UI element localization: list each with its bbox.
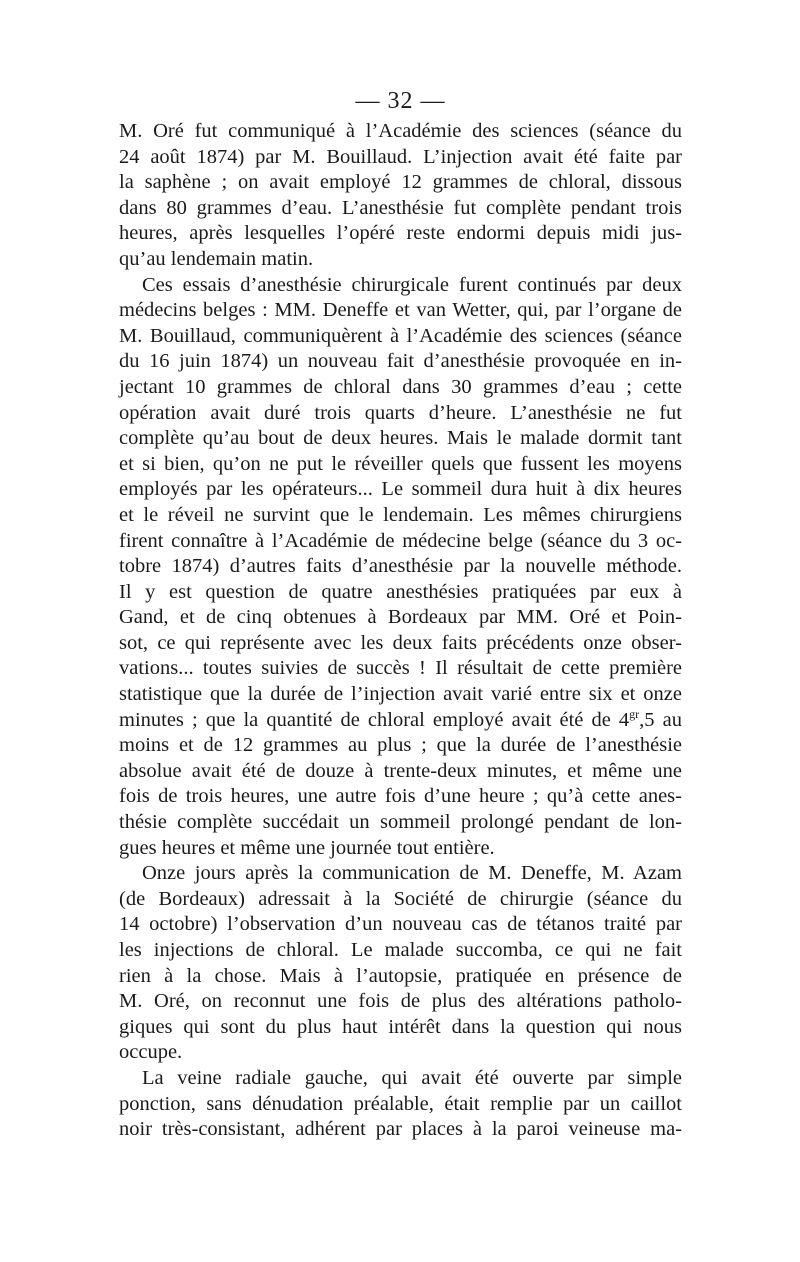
text-line: jectant 10 grammes de chloral dans 30 grammes d’eau ; cette xyxy=(119,375,682,398)
text-line: La veine radiale gauche, qui avait été ouverte par simple xyxy=(142,1066,682,1089)
text-line: absolue avait été de douze à trente-deux minutes, et même une xyxy=(119,759,682,782)
text-body xyxy=(119,119,682,1143)
text-line: rien à la chose. Mais à l’autopsie, pratiquée en présence de xyxy=(119,964,682,987)
text-line: heures, après lesquelles l’opéré reste endormi depuis midi jus- xyxy=(119,222,682,245)
paragraph xyxy=(119,861,682,1066)
text-line: fois de trois heures, une autre fois d’une heure ; qu’à cette anes- xyxy=(119,785,682,808)
text-line: Onze jours après la communication de M. Deneffe, M. Azam xyxy=(142,862,682,885)
text-line: la saphène ; on avait employé 12 grammes de chloral, dissous xyxy=(119,171,682,194)
text-line: du 16 juin 1874) un nouveau fait d’anesthésie provoquée en in- xyxy=(119,350,682,373)
text-line: employés par les opérateurs... Le sommeil dura huit à dix heures xyxy=(119,478,682,501)
text-line: sot, ce qui représente avec les deux faits précédents onze obser- xyxy=(119,631,682,654)
text-line: moins et de 12 grammes au plus ; que la durée de l’anesthésie xyxy=(119,734,682,757)
text-line: Il y est question de quatre anesthésies pratiquées par eux à xyxy=(119,580,682,603)
text-line: minutes ; que la quantité de chloral employé avait été de $4^{gr},5$ au xyxy=(119,706,682,731)
text-line: M. Oré, on reconnut une fois de plus des altérations patholo- xyxy=(119,990,682,1013)
text-line: Ces essais d’anesthésie chirurgicale furent continués par deux xyxy=(142,273,682,296)
text-line: 24 août 1874) par M. Bouillaud. L’injection avait été faite par xyxy=(119,145,682,168)
text-line: complète qu’au bout de deux heures. Mais le malade dormit tant xyxy=(119,427,682,450)
text-line: (de Bordeaux) adressait à la Société de chirurgie (séance du xyxy=(119,887,682,910)
text-line: noir très-consistant, adhérent par places à la paroi veineuse ma- xyxy=(119,1118,682,1141)
text-line: dans 80 grammes d’eau. L’anesthésie fut complète pendant trois xyxy=(119,196,682,219)
text-line: 14 octobre) l’observation d’un nouveau cas de tétanos traité par xyxy=(119,913,682,936)
text-line: et si bien, qu’on ne put le réveiller quels que fussent les moyens xyxy=(119,452,682,475)
text-line: giques qui sont du plus haut intérêt dans la question qui nous xyxy=(119,1015,682,1038)
book-page xyxy=(119,84,682,1143)
paragraph xyxy=(119,273,682,862)
text-line: médecins belges : MM. Deneffe et van Wetter, qui, par l’organe de xyxy=(119,299,682,322)
paragraph xyxy=(119,119,682,273)
paragraph xyxy=(119,1066,682,1143)
text-line: vations... toutes suivies de succès ! Il résultait de cette première xyxy=(119,657,682,680)
text-line: tobre 1874) d’autres faits d’anesthésie par la nouvelle méthode. xyxy=(119,555,682,578)
text-line: et le réveil ne survint que le lendemain. Les mêmes chirurgiens xyxy=(119,503,682,526)
text-line: firent connaître à l’Académie de médecine belge (séance du 3 oc- xyxy=(119,529,682,552)
text-line: ponction, sans dénudation préalable, était remplie par un caillot xyxy=(119,1092,682,1115)
page-number: — 32 — xyxy=(355,88,446,114)
text-line: gues heures et même une journée tout entière. xyxy=(119,836,495,859)
text-line: Gand, et de cinq obtenues à Bordeaux par MM. Oré et Poin- xyxy=(119,606,682,629)
text-line: thésie complète succédait un sommeil prolongé pendant de lon- xyxy=(119,811,682,834)
text-line: qu’au lendemain matin. xyxy=(119,247,314,270)
text-line: les injections de chloral. Le malade succomba, ce qui ne fait xyxy=(119,939,682,961)
text-line: M. Bouillaud, communiquèrent à l’Académie des sciences (séance xyxy=(119,324,682,347)
text-line: M. Oré fut communiqué à l’Académie des sciences (séance du xyxy=(119,120,682,142)
text-line: occupe. xyxy=(119,1041,183,1064)
text-line: statistique que la durée de l’injection avait varié entre six et onze xyxy=(119,683,682,706)
text-line: opération avait duré trois quarts d’heure. L’anesthésie ne fut xyxy=(119,401,682,424)
